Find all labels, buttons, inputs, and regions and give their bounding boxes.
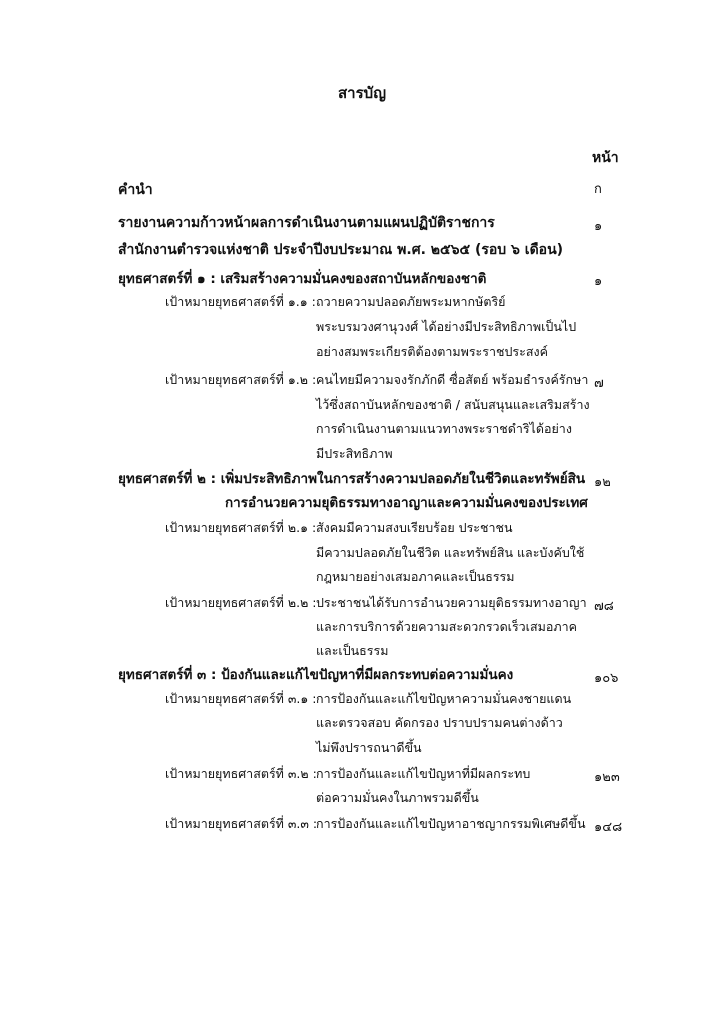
goal-text: อย่างสมพระเกียรติต้องตามพระราชประสงค์ <box>316 344 548 359</box>
goal-text: การดำเนินงานตามแนวทางพระราชดำริได้อย่าง <box>316 421 572 436</box>
goal-text: ถวายความปลอดภัยพระมหากษัตริย์ <box>316 294 506 309</box>
strategy-page: ๑๐๖ <box>594 671 619 686</box>
page-column-header: หน้า <box>592 150 619 166</box>
report-title-line-2: สำนักงานตำรวจแห่งชาติ ประจำปีงบประมาณ พ.ศ. ๒๕๖๕ (รอบ ๖ เดือน) <box>118 242 564 258</box>
goal-text: และการบริการด้วยความสะดวกรวดเร็วเสมอภาค <box>316 619 577 634</box>
goal-text: การป้องกันและแก้ไขปัญหาความมั่นคงชายแดน <box>316 691 572 706</box>
goal-label: เป้าหมายยุทธศาสตร์ที่ ๓.๓ : <box>165 816 318 831</box>
foreword-page: ก <box>594 182 602 197</box>
strategy-heading: ยุทธศาสตร์ที่ ๒ : เพิ่มประสิทธิภาพในการสร้างความปลอดภัยในชีวิตและทรัพย์สิน <box>118 471 586 487</box>
goal-page: ๗ <box>594 376 604 391</box>
goal-text: สังคมมีความสงบเรียบร้อย ประชาชน <box>316 520 513 535</box>
goal-label: เป้าหมายยุทธศาสตร์ที่ ๓.๑ : <box>165 691 317 706</box>
strategy-heading: ยุทธศาสตร์ที่ ๑ : เสริมสร้างความมั่นคงของสถาบันหลักของชาติ <box>118 271 487 287</box>
goal-text: มีความปลอดภัยในชีวิต และทรัพย์สิน และบังคับใช้ <box>316 545 585 560</box>
goal-text: ไว้ซึ่งสถาบันหลักของชาติ / สนับสนุนและเสริมสร้าง <box>316 397 590 412</box>
goal-text: การป้องกันและแก้ไขปัญหาที่มีผลกระทบ <box>316 766 531 781</box>
goal-page: ๑๔๘ <box>594 820 623 835</box>
goal-text: ต่อความมั่นคงในภาพรวมดีขึ้น <box>316 790 479 805</box>
goal-page: ๗๘ <box>594 599 614 614</box>
goal-text: มีประสิทธิภาพ <box>316 446 393 461</box>
strategy-heading: ยุทธศาสตร์ที่ ๓ : ป้องกันและแก้ไขปัญหาที่มีผลกระทบต่อความมั่นคง <box>118 667 514 683</box>
report-title-line-1: รายงานความก้าวหน้าผลการดำเนินงานตามแผนปฏิบัติราชการ <box>118 215 495 231</box>
goal-text: พระบรมวงศานุวงศ์ ได้อย่างมีประสิทธิภาพเป็นไป <box>316 319 577 334</box>
strategy-heading-cont: การอำนวยความยุติธรรมทางอาญาและความมั่นคงของประเทศ <box>225 495 588 511</box>
goal-page: ๑๒๓ <box>594 770 620 785</box>
goal-text: การป้องกันและแก้ไขปัญหาอาชญากรรมพิเศษดีขึ้น <box>316 816 586 831</box>
page-title: สารบัญ <box>338 84 386 102</box>
goal-label: เป้าหมายยุทธศาสตร์ที่ ๑.๒ : <box>165 372 317 387</box>
goal-text: ประชาชนได้รับการอำนวยความยุติธรรมทางอาญา <box>316 595 587 610</box>
strategy-page: ๑ <box>594 274 603 289</box>
goal-text: และเป็นธรรม <box>316 643 389 658</box>
goal-label: เป้าหมายยุทธศาสตร์ที่ ๒.๒ : <box>165 595 317 610</box>
goal-text: คนไทยมีความจงรักภักดี ซื่อสัตย์ พร้อมธำรงค์รักษา <box>316 372 589 387</box>
goal-text: ไม่พึงปรารถนาดีขึ้น <box>316 740 422 755</box>
strategy-page: ๑๒ <box>594 475 611 490</box>
report-page: ๑ <box>594 219 603 234</box>
goal-label: เป้าหมายยุทธศาสตร์ที่ ๓.๒ : <box>165 766 317 781</box>
goal-text: และตรวจสอบ คัดกรอง ปราบปรามคนต่างด้าว <box>316 715 563 730</box>
goal-label: เป้าหมายยุทธศาสตร์ที่ ๒.๑ : <box>165 520 317 535</box>
goal-text: กฎหมายอย่างเสมอภาคและเป็นธรรม <box>316 569 515 584</box>
foreword-label: คำนำ <box>118 182 153 198</box>
goal-label: เป้าหมายยุทธศาสตร์ที่ ๑.๑ : <box>165 294 316 309</box>
